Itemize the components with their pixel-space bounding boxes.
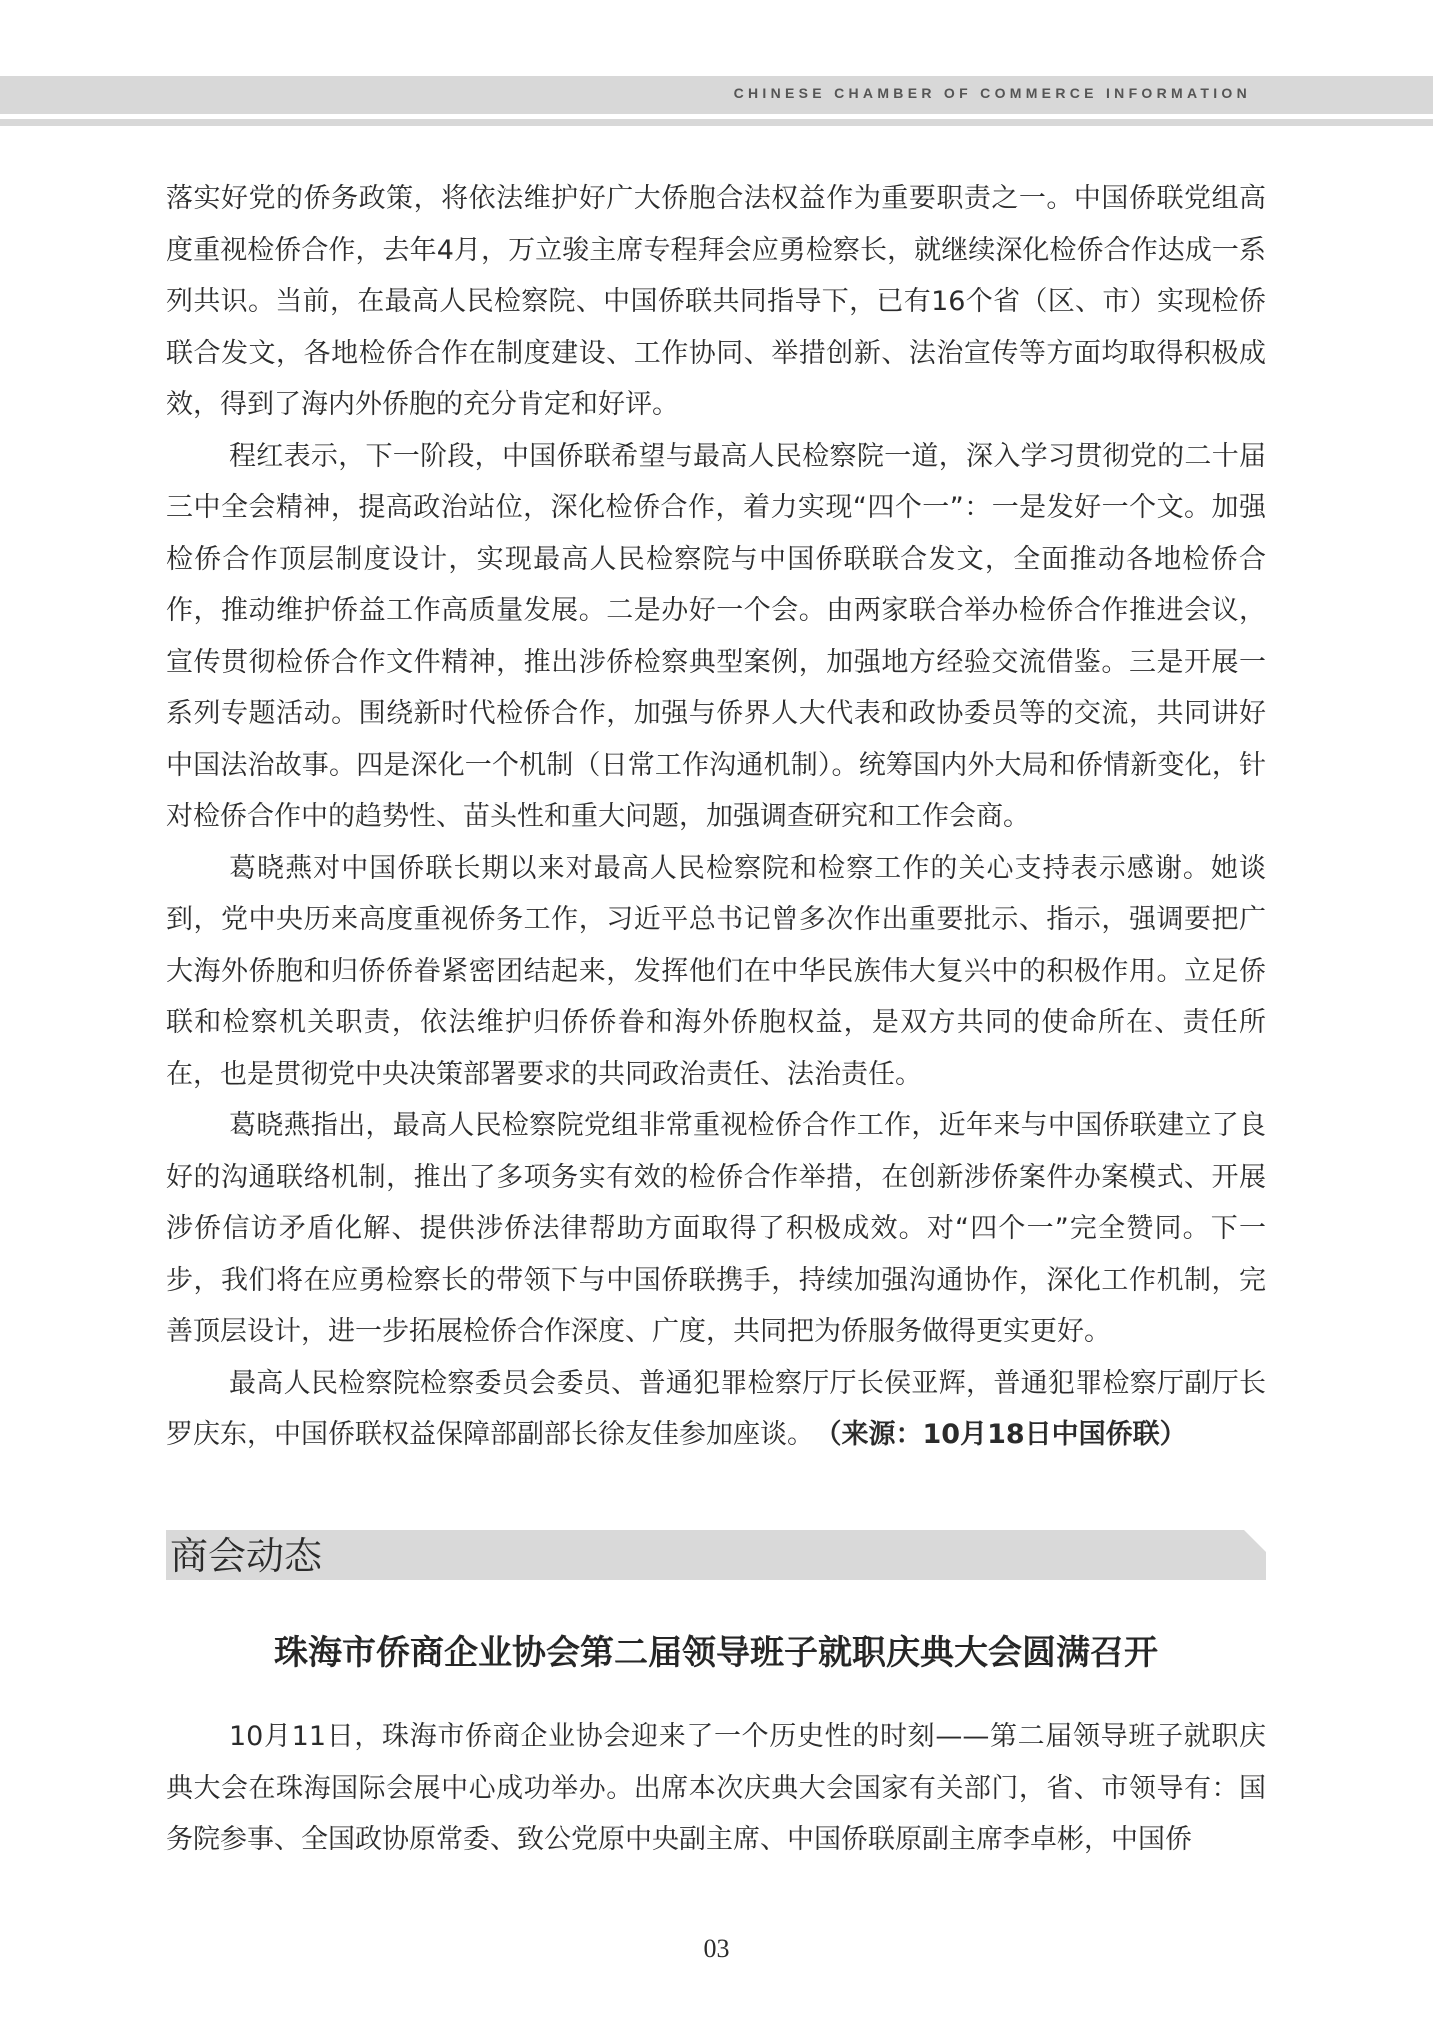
article-paragraph-text: 最高人民检察院检察委员会委员、普通犯罪检察厅厅长侯亚辉，普通犯罪检察厅副厅长罗庆东，中国侨联权益保障部副部长徐友佳参加座谈。: [166, 1367, 1266, 1450]
news-body: [166, 1711, 1266, 1866]
source-note: （来源：10月18日中国侨联）: [828, 1419, 1187, 1450]
running-header: CHINESE CHAMBER OF COMMERCE INFORMATION: [733, 85, 1251, 101]
article-body: [166, 173, 1266, 1461]
section-header: [166, 1530, 1266, 1580]
article-paragraph: 葛晓燕对中国侨联长期以来对最高人民检察院和检察工作的关心支持表示感谢。她谈到，党中央历来高度重视侨务工作，习近平总书记曾多次作出重要批示、指示，强调要把广大海外侨胞和归侨侨眷紧密团结起来，发挥他们在中华民族伟大复兴中的积极作用。立足侨联和检察机关职责，依法维护归侨侨眷和海外侨胞权益，是双方共同的使命所在、责任所在，也是贯彻党中央决策部署要求的共同政治责任、法治责任。: [166, 852, 1266, 1090]
section-title: 商会动态: [170, 1534, 323, 1578]
news-paragraph: 10月11日，珠海市侨商企业协会迎来了一个历史性的时刻——第二届领导班子就职庆典大会在珠海国际会展中心成功举办。出席本次庆典大会国家有关部门，省、市领导有：国务院参事、全国政协原常委、致公党原中央副主席、中国侨联原副主席李卓彬，中国侨: [166, 1721, 1266, 1855]
article-paragraph: 葛晓燕指出，最高人民检察院党组非常重视检侨合作工作，近年来与中国侨联建立了良好的沟通联络机制，推出了多项务实有效的检侨合作举措，在创新涉侨案件办案模式、开展涉侨信访矛盾化解、提供涉侨法律帮助方面取得了积极成效。对“四个一”完全赞同。下一步，我们将在应勇检察长的带领下与中国侨联携手，持续加强沟通协作，深化工作机制，完善顶层设计，进一步拓展检侨合作深度、广度，共同把为侨服务做得更实更好。: [166, 1110, 1266, 1347]
section-header-background: [166, 1530, 1266, 1580]
header-rule: [0, 119, 1433, 126]
article-paragraph: 落实好党的侨务政策，将依法维护好广大侨胞合法权益作为重要职责之一。中国侨联党组高度重视检侨合作，去年4月，万立骏主席专程拜会应勇检察长，就继续深化检侨合作达成一系列共识。当前，在最高人民检察院、中国侨联共同指导下，已有16个省（区、市）实现检侨联合发文，各地检侨合作在制度建设、工作协同、举措创新、法治宣传等方面均取得积极成效，得到了海内外侨胞的充分肯定和好评。: [166, 183, 1266, 420]
article-paragraph-last: [166, 1358, 1266, 1461]
news-headline: 珠海市侨商企业协会第二届领导班子就职庆典大会圆满召开: [274, 1633, 1158, 1673]
article-paragraph: 程红表示，下一阶段，中国侨联希望与最高人民检察院一道，深入学习贯彻党的二十届三中全会精神，提高政治站位，深化检侨合作，着力实现“四个一”：一是发好一个文。加强检侨合作顶层制度设计，实现最高人民检察院与中国侨联联合发文，全面推动各地检侨合作，推动维护侨益工作高质量发展。二是办好一个会。由两家联合举办检侨合作推进会议，宣传贯彻检侨合作文件精神，推出涉侨检察典型案例，加强地方经验交流借鉴。三是开展一系列专题活动。围绕新时代检侨合作，加强与侨界人大代表和政协委员等的交流，共同讲好中国法治故事。四是深化一个机制（日常工作沟通机制）。统筹国内外大局和侨情新变化，针对检侨合作中的趋势性、苗头性和重大问题，加强调查研究和工作会商。: [166, 440, 1266, 832]
page-number: 03: [703, 1934, 730, 1963]
